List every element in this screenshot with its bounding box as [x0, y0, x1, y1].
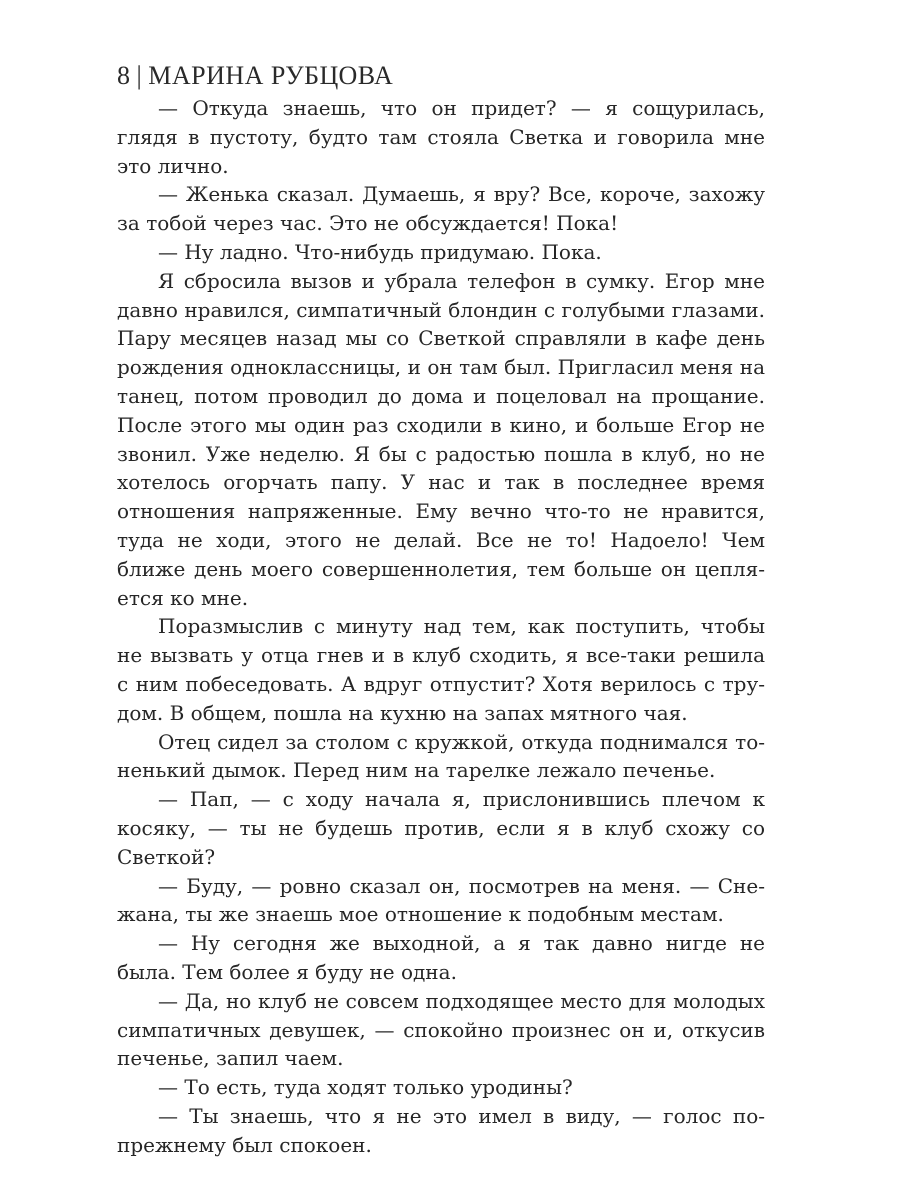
paragraph: — Ну ладно. Что-нибудь придумаю. Пока.: [158, 239, 602, 264]
paragraph: — Буду, — ровно сказал он, посмотрев на меня. — Снежана, ты же знаешь мое отношение к подобным местам.: [117, 873, 765, 927]
paragraph: — Откуда знаешь, что он придет? — я сощурилась, глядя в пустоту, будто там стояла Светка и говорила мне это лично.: [117, 96, 765, 178]
author-name: МАРИНА РУБЦОВА: [148, 61, 394, 90]
paragraph: — Да, но клуб не совсем подходящее место для молодых симпатичных девушек, — спокойно произнес он и, откусив печенье, запил чаем.: [117, 988, 765, 1071]
page-number: 8: [117, 61, 131, 90]
paragraph: — Ты знаешь, что я не это имел в виду, — голос по-прежнему был спокоен.: [117, 1103, 765, 1157]
book-page: [117, 58, 765, 1159]
paragraph: — Ну сегодня же выходной, а я так давно нигде не была. Тем более я буду не одна.: [117, 931, 765, 984]
paragraph: Я сбросила вызов и убрала телефон в сумку. Егор мне давно нравился, симпатичный блондин с голубыми глазами. Пару месяцев назад мы со Светкой справляли в кафе день рождения одноклассницы, и он там был. Пригласил меня на танец, потом проводил до дома и поцеловал на прощание. После этого мы один раз сходили в кино, и больше Егор не звонил. Уже неделю. Я бы с радостью пошла в клуб, но не хотелось огорчать папу. У нас и так в последнее время отношения напряженные. Ему вечно что-то не нравится, туда не ходи, этого не делай. Все не то! Надоело! Чем ближе день моего совершеннолетия, тем больше он цепляется ко мне.: [117, 268, 765, 610]
paragraph: Поразмыслив с минуту над тем, как поступить, чтобы не вызвать у отца гнев и в клуб сходить, я все-таки решила с ним побеседовать. А вдруг отпустит? Хотя верилось с трудом. В общем, пошла на кухню на запах мятного чая.: [117, 614, 765, 725]
paragraph: Отец сидел за столом с кружкой, откуда поднимался тоненький дымок. Перед ним на тарелке лежало печенье.: [117, 729, 765, 783]
paragraph: — Женька сказал. Думаешь, я вру? Все, короче, захожу за тобой через час. Это не обсуждается! Пока!: [117, 182, 765, 236]
body-text: [117, 94, 765, 1159]
paragraph: — То есть, туда ходят только уродины?: [158, 1075, 573, 1100]
paragraph: — Пап, — с ходу начала я, прислонившись плечом к косяку, — ты не будешь против, если я в клуб схожу со Светкой?: [117, 787, 765, 869]
header-separator: |: [136, 61, 143, 90]
running-head: [117, 58, 765, 94]
